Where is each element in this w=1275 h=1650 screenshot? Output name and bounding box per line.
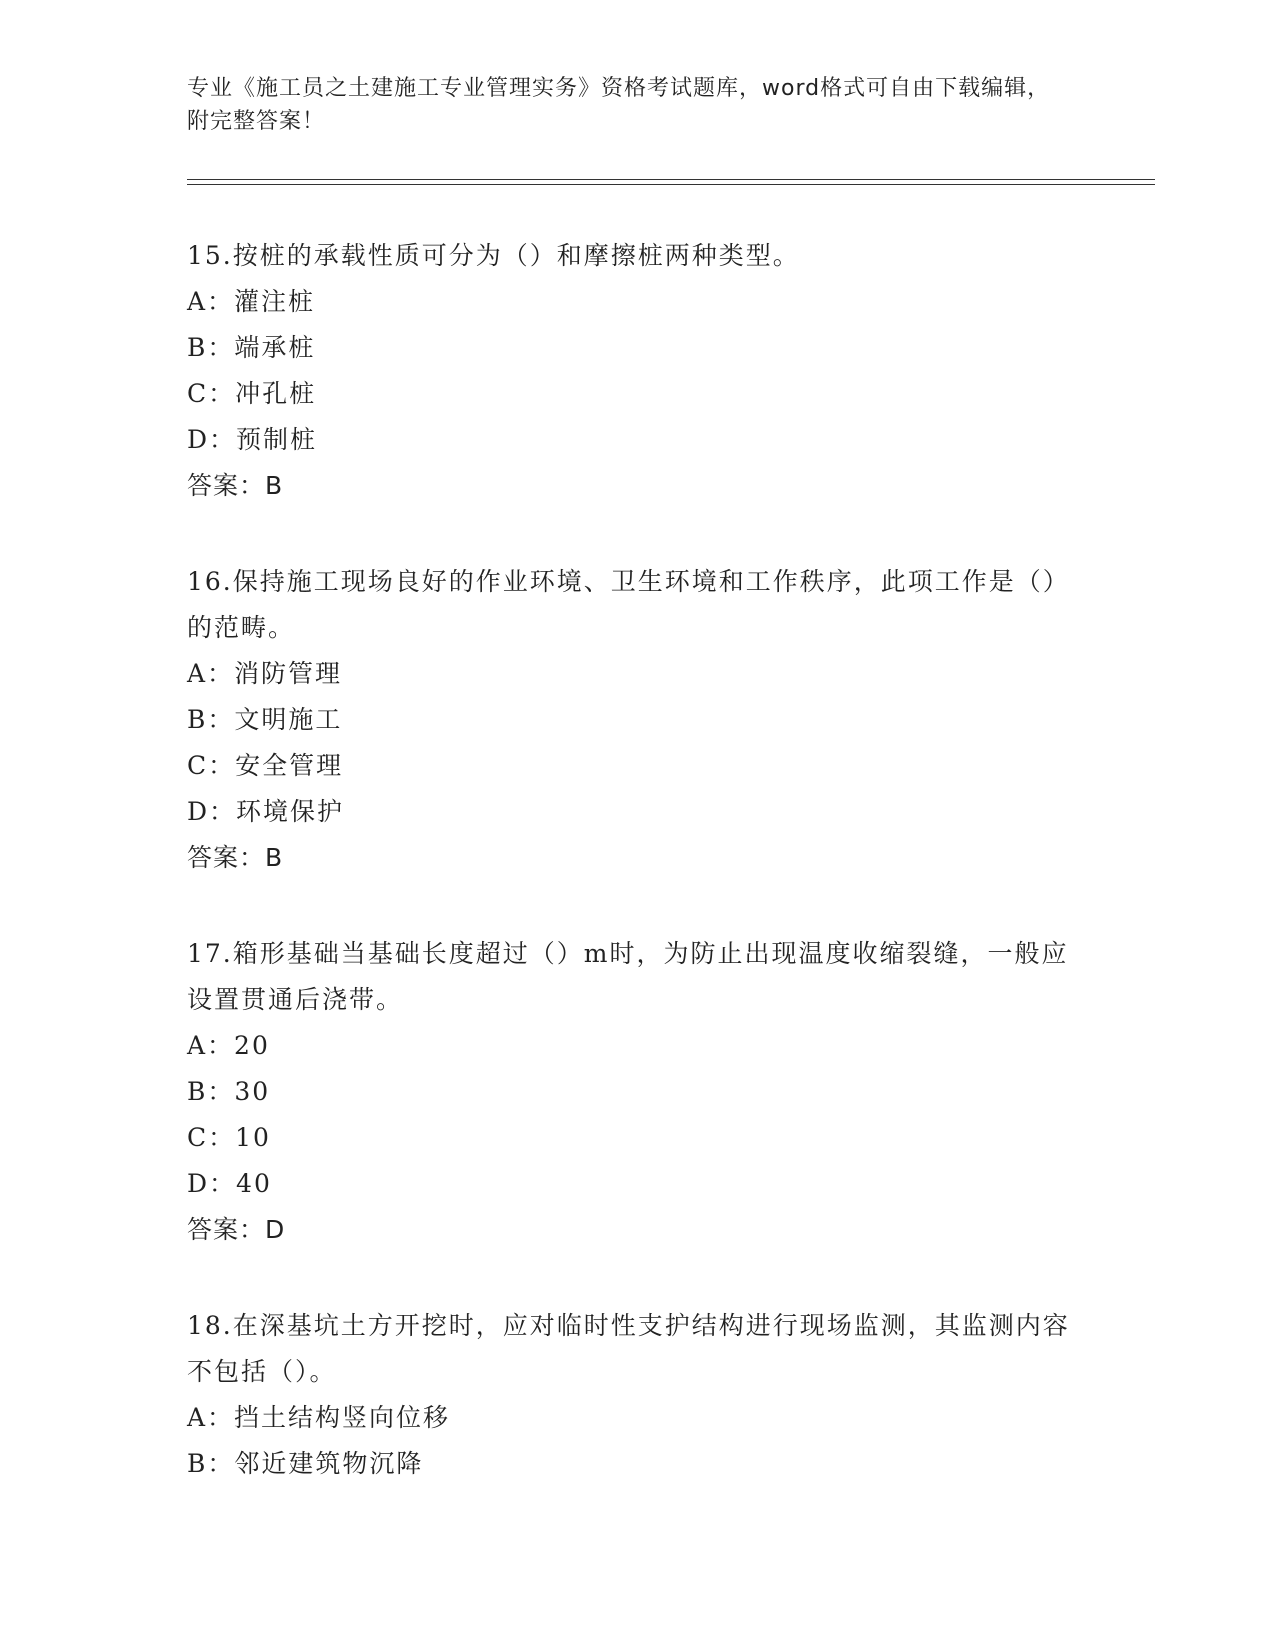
question-list [187,233,1087,1537]
option-c: C：10 [187,1123,271,1152]
option-d: D：环境保护 [187,797,345,826]
answer: 答案：D [187,1215,286,1244]
answer: 答案：B [187,843,284,872]
option-a: A：挡土结构竖向位移 [187,1403,451,1432]
document-header: 专业《施工员之土建施工专业管理实务》资格考试题库，word格式可自由下载编辑，附完整答案！ [187,76,1051,134]
answer: 答案：B [187,471,284,500]
question-16 [187,559,1087,881]
option-d: D：预制桩 [187,425,318,454]
question-text: 16.保持施工现场良好的作业环境、卫生环境和工作秩序，此项工作是（）的范畴。 [187,567,1070,642]
header-divider-top [187,179,1155,180]
header-divider-bottom [187,184,1155,185]
question-text: 15.按桩的承载性质可分为（）和摩擦桩两种类型。 [187,241,800,270]
question-17 [187,931,1087,1253]
question-text: 17.箱形基础当基础长度超过（）m时，为防止出现温度收缩裂缝，一般应设置贯通后浇带。 [187,939,1069,1014]
option-c: C：安全管理 [187,751,344,780]
option-a: A：消防管理 [187,659,343,688]
question-text: 18.在深基坑土方开挖时，应对临时性支护结构进行现场监测，其监测内容不包括（）。 [187,1311,1070,1386]
option-d: D：40 [187,1169,272,1198]
option-c: C：冲孔桩 [187,379,317,408]
option-b: B：端承桩 [187,333,316,362]
option-b: B：邻近建筑物沉降 [187,1449,424,1478]
option-a: A：灌注桩 [187,287,316,316]
question-15 [187,233,1087,509]
option-b: B：30 [187,1077,271,1106]
option-a: A：20 [187,1031,270,1060]
option-b: B：文明施工 [187,705,343,734]
question-18 [187,1303,1087,1487]
